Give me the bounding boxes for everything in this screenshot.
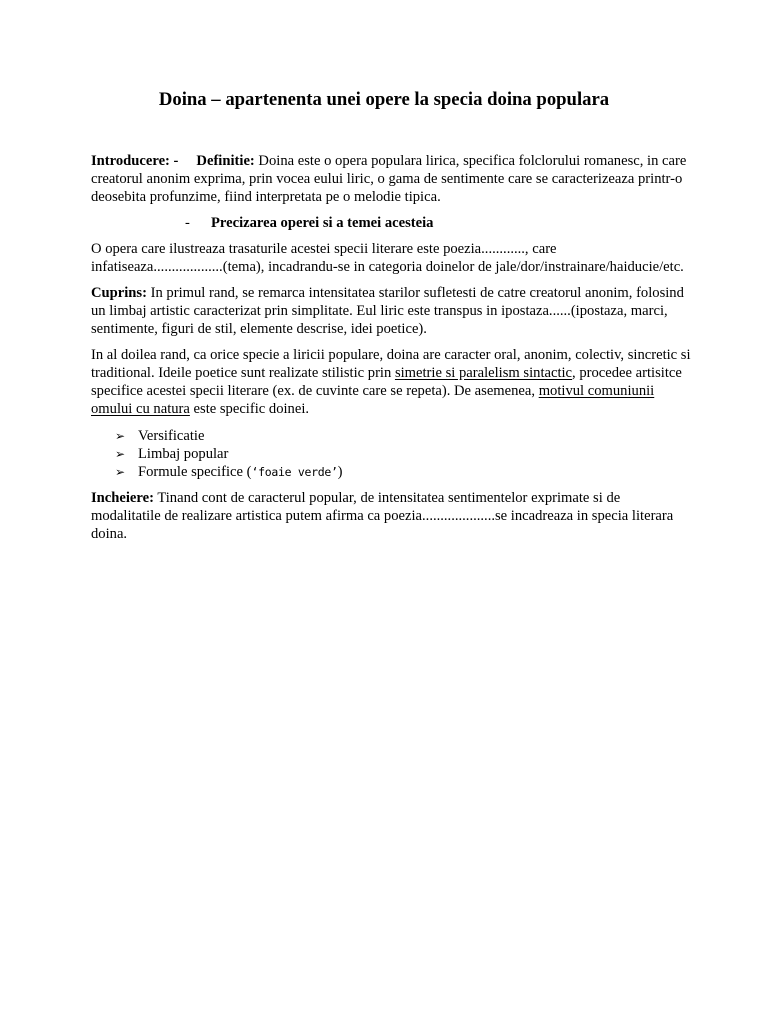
list-item-prefix: Formule specifice ( [138,464,252,480]
cuprins-label: Cuprins: [91,285,147,301]
second-paragraph-part3: este specific doinei. [189,401,310,417]
bullet-list [91,427,691,481]
definition-label: Definitie: [196,153,255,169]
list-item-quote: ‘foaie verde’ [251,465,338,479]
opera-paragraph: O opera care ilustreaza trasaturile acestei specii literare este poezia............, care infatiseaza...................(tema), incadrandu-se in categoria doinelor de jale/dor/instrainare/haiducie/etc. [91,241,684,275]
underlined-phrase-simetrie: simetrie si paralelism sintactic [394,365,573,381]
list-item [115,463,691,481]
incheiere-label: Incheiere: [91,490,154,506]
list-item-suffix: ) [337,464,343,480]
cuprins-text: In primul rand, se remarca intensitatea starilor sufletesti de catre creatorul anonim, folosind un limbaj artistic caracterizat prin simplitate. Eul liric este transpus in ipostaza......(ipostaza, marci, sentimente, figuri de stil, elemente descrise, idei poetice). [91,285,684,337]
cuprins-paragraph [91,284,691,338]
subheading [185,214,691,232]
list-item-text: Versificatie [138,428,205,444]
subheading-text: Precizarea operei si a temei acesteia [211,215,434,231]
second-paragraph-part2: , procedee artisitce specifice acestei specii literare (ex. de cuvinte care se repeta). De asemenea, [91,365,682,399]
subheading-dash: - [185,215,190,231]
second-paragraph [91,346,691,418]
incheiere-text: Tinand cont de caracterul popular, de intensitatea sentimentelor exprimate si de modalitatile de realizare artistica putem afirma ca poezia....................se incadreaza in specia literara doina. [91,490,674,542]
arrow-bullet-icon: ➢ [115,465,126,479]
list-item-text: Limbaj popular [138,446,229,462]
underlined-phrase-motivul: motivul comuniunii omului cu natura [91,383,655,417]
list-item [115,427,691,445]
intro-label: Introducere: - [91,153,179,169]
incheiere-paragraph [91,489,691,543]
document-body [91,152,691,543]
arrow-bullet-icon: ➢ [115,429,126,443]
arrow-bullet-icon: ➢ [115,447,126,461]
document-title: Doina – apartenenta unei opere la specia doina populara [158,89,610,110]
intro-paragraph [91,152,691,206]
list-item [115,445,691,463]
definition-text: Doina este o opera populara lirica, specifica folclorului romanesc, in care creatorul anonim exprima, prin vocea eului liric, o gama de sentimente care se caracterizeaza printr-o deosebita profunzime, fiind interpretata pe o melodie tipica. [91,153,687,205]
second-paragraph-part1: In al doilea rand, ca orice specie a liricii populare, doina are caracter oral, anonim, colectiv, sincretic si traditional. Ideile poetice sunt realizate stilistic prin [91,347,691,381]
